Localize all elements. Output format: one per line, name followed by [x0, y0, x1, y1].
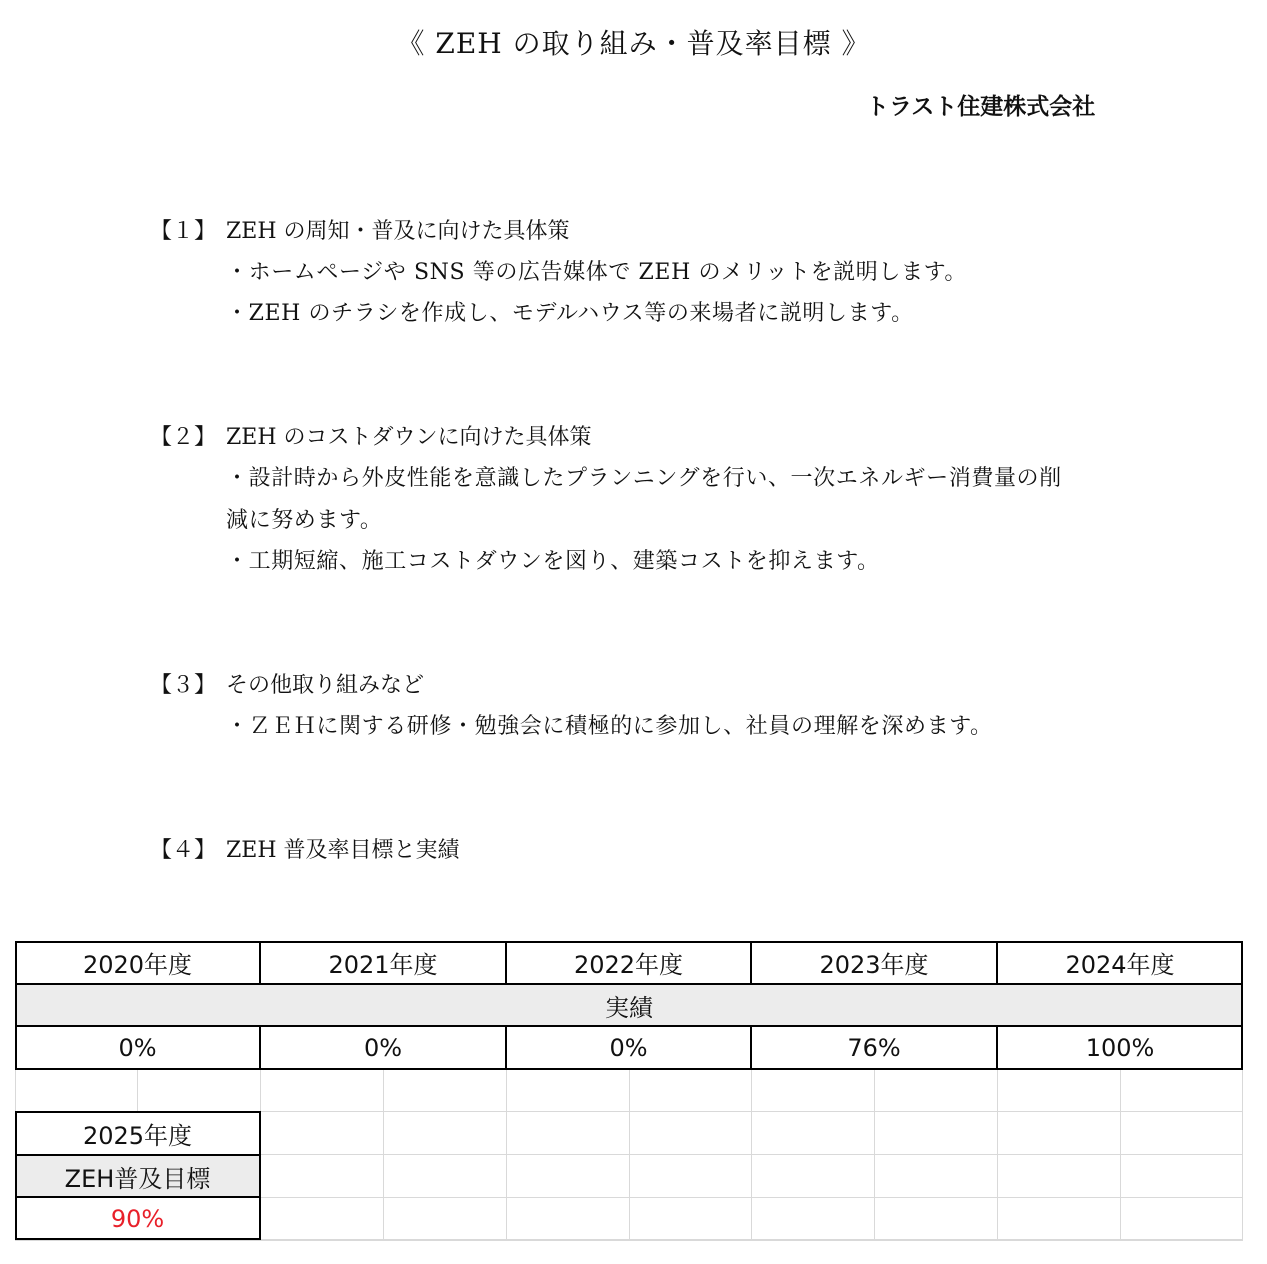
result-2023-value: 76%: [847, 1033, 901, 1062]
section-1-line-1: ・ホームページや SNS 等の広告媒体で ZEH のメリットを説明します。: [226, 260, 968, 285]
results-label-cell: [15, 984, 1243, 1026]
year-header-2022: [506, 941, 751, 984]
page-title: 《 ZEH の取り組み・普及率目標 》: [396, 27, 871, 60]
section-4-number: 【４】: [150, 838, 217, 863]
target-year-cell: [15, 1112, 260, 1155]
section-1-line-2: ・ZEH のチラシを作成し、モデルハウス等の来場者に説明します。: [226, 301, 914, 326]
section-4-heading: [150, 833, 460, 864]
result-2024-value: 100%: [1085, 1033, 1155, 1062]
result-2023: [751, 1026, 997, 1069]
target-value-cell: [15, 1197, 260, 1240]
result-2021: [260, 1026, 506, 1069]
year-2020-label: 2020年度: [82, 951, 193, 979]
year-header-2023: [751, 941, 997, 984]
company-name: トラスト住建株式会社: [866, 94, 1096, 120]
section-2-number: 【２】: [150, 425, 217, 450]
target-label-cell: [15, 1155, 260, 1197]
section-3-heading: [150, 668, 424, 699]
section-1-number: 【１】: [150, 219, 217, 244]
zeh-results-table: [15, 941, 1243, 1241]
section-3-number: 【３】: [150, 673, 217, 698]
section-4-title: ZEH 普及率目標と実績: [226, 838, 460, 863]
section-1-heading: [150, 214, 570, 245]
result-2020: [15, 1026, 260, 1069]
year-2022-label: 2022年度: [573, 951, 684, 979]
section-2-line-3: ・工期短縮、施工コストダウンを図り、建築コストを抑えます。: [226, 549, 880, 574]
section-2-line-2: 減に努めます。: [226, 508, 383, 533]
results-label: 実績: [605, 993, 653, 1022]
year-2023-label: 2023年度: [819, 951, 929, 979]
year-header-2024: [997, 941, 1243, 984]
result-2024: [997, 1026, 1243, 1069]
year-2021-label: 2021年度: [328, 951, 438, 979]
year-header-2021: [260, 941, 506, 984]
section-2-title: ZEH のコストダウンに向けた具体策: [226, 425, 592, 450]
result-2022: [506, 1026, 751, 1069]
target-value: 90%: [110, 1204, 165, 1233]
section-2-heading: [150, 420, 592, 451]
section-1-title: ZEH の周知・普及に向けた具体策: [226, 219, 570, 244]
year-header-2020: [15, 941, 260, 984]
target-label: ZEH普及目標: [64, 1164, 211, 1193]
section-2-line-1: ・設計時から外皮性能を意識したプランニングを行い、一次エネルギー消費量の削: [226, 466, 1062, 491]
target-year-label: 2025年度: [82, 1122, 193, 1150]
year-2024-label: 2024年度: [1065, 951, 1175, 979]
result-2020-value: 0%: [118, 1033, 157, 1062]
result-2022-value: 0%: [609, 1033, 648, 1062]
result-2021-value: 0%: [363, 1033, 403, 1062]
section-3-line-1: ・ＺＥＨに関する研修・勉強会に積極的に参加し、社員の理解を深めます。: [226, 714, 993, 739]
section-3-title: その他取り組みなど: [226, 673, 425, 698]
